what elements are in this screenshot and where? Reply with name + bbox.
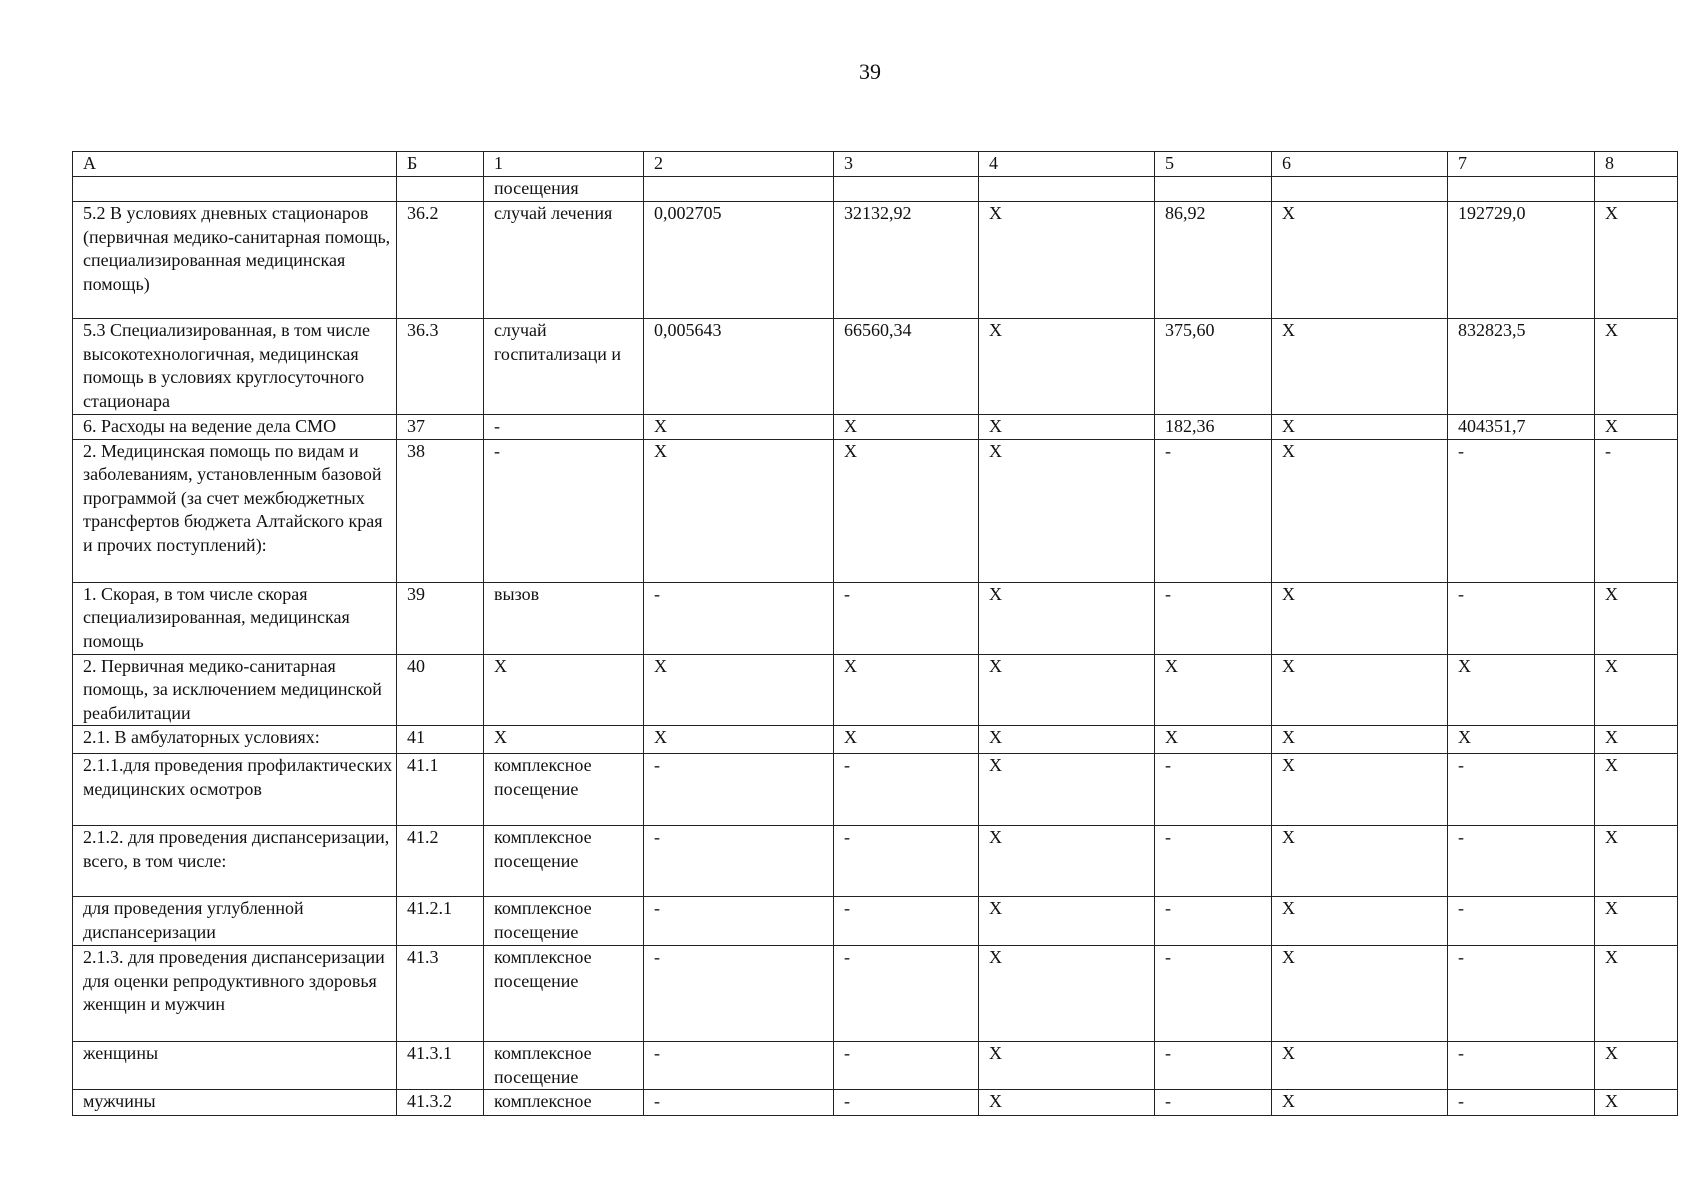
table-cell-col-b: 40 — [397, 654, 484, 726]
table-cell-col-b: 41 — [397, 726, 484, 754]
header-cell-col-6: 6 — [1272, 152, 1448, 177]
table-cell-col-8: - — [1595, 439, 1678, 582]
table-cell-col-3: X — [834, 415, 979, 440]
table-cell-col-8: X — [1595, 415, 1678, 440]
table-cell-col-b: 41.3 — [397, 946, 484, 1042]
table-cell-col-b: 41.3.2 — [397, 1090, 484, 1116]
header-cell-col-7: 7 — [1448, 152, 1595, 177]
table-cell-col-5: - — [1155, 582, 1272, 654]
table-header-row — [73, 152, 1678, 177]
table-cell-col-6: X — [1272, 946, 1448, 1042]
table-cell-col-6: X — [1272, 202, 1448, 319]
table-cell-col-4: X — [979, 202, 1155, 319]
table-cell-col-5: X — [1155, 726, 1272, 754]
table-cell-col-3: - — [834, 897, 979, 946]
table-cell-col-6: X — [1272, 826, 1448, 897]
table-cell-col-1: вызов — [484, 582, 644, 654]
table-cell-col-7: - — [1448, 1090, 1595, 1116]
table-cell-col-2: - — [644, 1090, 834, 1116]
table-cell-col-5: - — [1155, 897, 1272, 946]
table-cell-col-4 — [979, 177, 1155, 202]
table-cell-col-4: X — [979, 439, 1155, 582]
table-cell-col-2: X — [644, 726, 834, 754]
table-cell-col-8: X — [1595, 726, 1678, 754]
table-cell-col-4: X — [979, 415, 1155, 440]
table-row-row-36-3 — [73, 319, 1678, 415]
table-cell-col-8: X — [1595, 582, 1678, 654]
table-cell-col-4: X — [979, 319, 1155, 415]
table-cell-col-a: 2.1. В амбулаторных условиях: — [73, 726, 397, 754]
table-cell-col-5: - — [1155, 946, 1272, 1042]
table-cell-col-6: X — [1272, 654, 1448, 726]
table-cell-col-5 — [1155, 177, 1272, 202]
table-cell-col-3: - — [834, 826, 979, 897]
table-cell-col-5: - — [1155, 754, 1272, 826]
table-cell-col-3: X — [834, 726, 979, 754]
table-cell-col-7 — [1448, 177, 1595, 202]
table-cell-col-7: X — [1448, 726, 1595, 754]
table-cell-col-4: X — [979, 754, 1155, 826]
header-cell-col-5: 5 — [1155, 152, 1272, 177]
table-cell-col-1: посещения — [484, 177, 644, 202]
table-cell-col-a: 2.1.2. для проведения диспансеризации, всего, в том числе: — [73, 826, 397, 897]
table-cell-col-a: 1. Скорая, в том числе скорая специализированная, медицинская помощь — [73, 582, 397, 654]
table-row-row-37 — [73, 415, 1678, 440]
table-cell-col-3: - — [834, 582, 979, 654]
table-row-row-41-3 — [73, 946, 1678, 1042]
table-cell-col-8: X — [1595, 826, 1678, 897]
table-cell-col-6 — [1272, 177, 1448, 202]
table-row-row-41-1 — [73, 754, 1678, 826]
header-cell-col-4: 4 — [979, 152, 1155, 177]
table-cell-col-a: 2.1.1.для проведения профилактических медицинских осмотров — [73, 754, 397, 826]
table-row-row-36-2 — [73, 202, 1678, 319]
table-cell-col-a: мужчины — [73, 1090, 397, 1116]
table-row-row-39 — [73, 582, 1678, 654]
table-cell-col-b — [397, 177, 484, 202]
table-cell-col-b: 38 — [397, 439, 484, 582]
table-cell-col-b: 41.2 — [397, 826, 484, 897]
table-cell-col-1: - — [484, 439, 644, 582]
table-cell-col-1: комплексное посещение — [484, 826, 644, 897]
table-cell-col-4: X — [979, 582, 1155, 654]
table-cell-col-8 — [1595, 177, 1678, 202]
table-cell-col-4: X — [979, 897, 1155, 946]
table-cell-col-2: X — [644, 439, 834, 582]
table-cell-col-3: - — [834, 754, 979, 826]
table-cell-col-5: - — [1155, 1042, 1272, 1090]
table-cell-col-1: X — [484, 654, 644, 726]
header-cell-col-a: А — [73, 152, 397, 177]
table-cell-col-7: 192729,0 — [1448, 202, 1595, 319]
header-cell-col-1: 1 — [484, 152, 644, 177]
table-cell-col-7: - — [1448, 439, 1595, 582]
table-cell-col-1: случай лечения — [484, 202, 644, 319]
table-cell-col-2: 0,005643 — [644, 319, 834, 415]
table-row-row-41-2-1 — [73, 897, 1678, 946]
table-cell-col-2 — [644, 177, 834, 202]
table-cell-col-4: X — [979, 826, 1155, 897]
table-cell-col-3 — [834, 177, 979, 202]
table-cell-col-3: - — [834, 1090, 979, 1116]
table-cell-col-6: X — [1272, 319, 1448, 415]
table-row-row-41-2 — [73, 826, 1678, 897]
table-cell-col-1: комплексное посещение — [484, 946, 644, 1042]
table-cell-col-b: 41.2.1 — [397, 897, 484, 946]
table-cell-col-6: X — [1272, 1090, 1448, 1116]
table-cell-col-7: X — [1448, 654, 1595, 726]
table-cell-col-8: X — [1595, 1090, 1678, 1116]
table-cell-col-7: - — [1448, 826, 1595, 897]
table-cell-col-8: X — [1595, 1042, 1678, 1090]
table-cell-col-7: - — [1448, 582, 1595, 654]
table-cell-col-5: - — [1155, 826, 1272, 897]
table-cell-col-4: X — [979, 1042, 1155, 1090]
table-cell-col-8: X — [1595, 897, 1678, 946]
table-cell-col-6: X — [1272, 754, 1448, 826]
table-cell-col-7: - — [1448, 946, 1595, 1042]
table-cell-col-3: - — [834, 1042, 979, 1090]
table-cell-col-7: - — [1448, 897, 1595, 946]
table-cell-col-2: X — [644, 415, 834, 440]
table-cell-col-1: комплексное — [484, 1090, 644, 1116]
table-cell-col-b: 39 — [397, 582, 484, 654]
table-cell-col-6: X — [1272, 726, 1448, 754]
header-cell-col-8: 8 — [1595, 152, 1678, 177]
table-cell-col-8: X — [1595, 946, 1678, 1042]
table-cell-col-1: комплексное посещение — [484, 754, 644, 826]
table-cell-col-4: X — [979, 654, 1155, 726]
table-row-row-38 — [73, 439, 1678, 582]
table-cell-col-6: X — [1272, 439, 1448, 582]
table-cell-col-8: X — [1595, 754, 1678, 826]
table-cell-col-5: 86,92 — [1155, 202, 1272, 319]
table-cell-col-2: - — [644, 946, 834, 1042]
table-cell-col-6: X — [1272, 415, 1448, 440]
table-cell-col-6: X — [1272, 897, 1448, 946]
table-cell-col-6: X — [1272, 582, 1448, 654]
table-cell-col-a: 5.2 В условиях дневных стационаров (первичная медико-санитарная помощь, специализированная медицинская помощь) — [73, 202, 397, 319]
header-cell-col-2: 2 — [644, 152, 834, 177]
table-row-row-41-3-2 — [73, 1090, 1678, 1116]
table-cell-col-2: X — [644, 654, 834, 726]
table-cell-col-4: X — [979, 946, 1155, 1042]
table-cell-col-7: 404351,7 — [1448, 415, 1595, 440]
table-cell-col-2: 0,002705 — [644, 202, 834, 319]
table-cell-col-7: 832823,5 — [1448, 319, 1595, 415]
table-cell-col-7: - — [1448, 754, 1595, 826]
table-cell-col-5: 182,36 — [1155, 415, 1272, 440]
table-cell-col-5: X — [1155, 654, 1272, 726]
header-cell-col-3: 3 — [834, 152, 979, 177]
table-cell-col-6: X — [1272, 1042, 1448, 1090]
table-cell-col-1: случай госпитализаци и — [484, 319, 644, 415]
table-cell-col-2: - — [644, 1042, 834, 1090]
table-cell-col-a: 5.3 Специализированная, в том числе высокотехнологичная, медицинская помощь в условиях круглосуточного стационара — [73, 319, 397, 415]
table-cell-col-3: 66560,34 — [834, 319, 979, 415]
table-row-row-41-3-1 — [73, 1042, 1678, 1090]
table-cell-col-8: X — [1595, 654, 1678, 726]
table-cell-col-7: - — [1448, 1042, 1595, 1090]
table-cell-col-a: 2. Первичная медико-санитарная помощь, за исключением медицинской реабилитации — [73, 654, 397, 726]
table-cell-col-1: комплексное посещение — [484, 897, 644, 946]
table-cell-col-2: - — [644, 754, 834, 826]
data-table — [72, 151, 1678, 1116]
table-cell-col-3: - — [834, 946, 979, 1042]
table-cell-col-3: X — [834, 654, 979, 726]
table-row-continuation-row — [73, 177, 1678, 202]
table-cell-col-8: X — [1595, 319, 1678, 415]
table-cell-col-b: 41.1 — [397, 754, 484, 826]
table-cell-col-a: для проведения углубленной диспансеризации — [73, 897, 397, 946]
table-cell-col-3: X — [834, 439, 979, 582]
table-cell-col-b: 37 — [397, 415, 484, 440]
table-cell-col-a: 6. Расходы на ведение дела СМО — [73, 415, 397, 440]
page-number: 39 — [859, 59, 881, 84]
table-cell-col-4: X — [979, 726, 1155, 754]
table-row-row-40 — [73, 654, 1678, 726]
table-cell-col-2: - — [644, 826, 834, 897]
table-cell-col-a: 2.1.3. для проведения диспансеризации для оценки репродуктивного здоровья женщин и мужчин — [73, 946, 397, 1042]
table-cell-col-b: 41.3.1 — [397, 1042, 484, 1090]
table-cell-col-a — [73, 177, 397, 202]
table-cell-col-b: 36.3 — [397, 319, 484, 415]
table-cell-col-2: - — [644, 582, 834, 654]
table-cell-col-5: - — [1155, 439, 1272, 582]
table-cell-col-a: женщины — [73, 1042, 397, 1090]
table-cell-col-4: X — [979, 1090, 1155, 1116]
table-cell-col-5: - — [1155, 1090, 1272, 1116]
table-cell-col-1: X — [484, 726, 644, 754]
table-row-row-41 — [73, 726, 1678, 754]
table-cell-col-a: 2. Медицинская помощь по видам и заболеваниям, установленным базовой программой (за счет межбюджетных трансфертов бюджета Алтайского края и прочих поступлений): — [73, 439, 397, 582]
table-cell-col-5: 375,60 — [1155, 319, 1272, 415]
header-cell-col-b: Б — [397, 152, 484, 177]
table-cell-col-1: - — [484, 415, 644, 440]
table-cell-col-2: - — [644, 897, 834, 946]
table-cell-col-1: комплексное посещение — [484, 1042, 644, 1090]
table-cell-col-b: 36.2 — [397, 202, 484, 319]
table-cell-col-3: 32132,92 — [834, 202, 979, 319]
table-cell-col-8: X — [1595, 202, 1678, 319]
